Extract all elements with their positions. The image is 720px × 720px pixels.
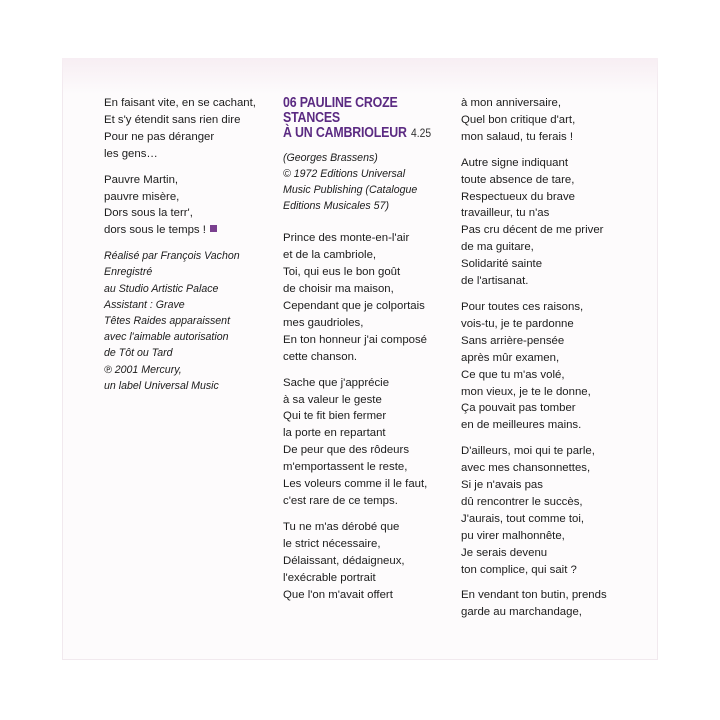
lyrics-stanza <box>283 519 455 604</box>
recording-credits <box>104 248 256 394</box>
lyric-line: Respectueux du brave <box>461 190 575 203</box>
lyric-line: l'exécrable portrait <box>283 571 376 584</box>
credit-line: Enregistré <box>104 266 153 279</box>
credit-line: Assistant : Grave <box>104 298 185 311</box>
lyric-line: mon vieux, je te le donne, <box>461 385 591 398</box>
lyric-line: Délaissant, dédaigneux, <box>283 554 405 567</box>
lyric-line: pu virer malhonnête, <box>461 529 565 542</box>
lyric-line: dû rencontrer le succès, <box>461 495 583 508</box>
credit-line: un label Universal Music <box>104 379 219 392</box>
track-header <box>283 96 431 140</box>
lyric-line: En faisant vite, en se cachant, <box>104 97 256 109</box>
lyrics-stanza <box>461 299 607 434</box>
lyric-line: à mon anniversaire, <box>461 97 562 109</box>
lyric-line: En vendant ton butin, prends <box>461 589 607 602</box>
lyrics-stanza <box>461 587 607 621</box>
lyric-line: pauvre misère, <box>104 190 180 203</box>
end-square-icon <box>210 225 217 232</box>
lyric-line: Toi, qui eus le bon goût <box>283 266 401 279</box>
right-column <box>461 95 607 630</box>
lyric-line: Sache que j'apprécie <box>283 376 390 389</box>
lyric-line: Pauvre Martin, <box>104 173 179 186</box>
lyric-line: vois-tu, je te pardonne <box>461 317 574 330</box>
lyric-line: J'aurais, tout comme toi, <box>461 512 585 525</box>
lyric-line: Pas cru décent de me priver <box>461 224 604 237</box>
rights-line: Editions Musicales 57) <box>283 200 389 213</box>
lyric-line: garde au marchandage, <box>461 606 582 619</box>
lyric-line: c'est rare de ce temps. <box>283 494 398 507</box>
credit-line: avec l'aimable autorisation <box>104 331 229 344</box>
lyric-line: Quel bon critique d'art, <box>461 113 576 126</box>
lyric-line: Je serais devenu <box>461 546 548 559</box>
lyric-line: de choisir ma maison, <box>283 283 394 296</box>
lyric-line: Dors sous la terr', <box>104 207 193 220</box>
lyric-line: Cependant que je colportais <box>283 300 425 313</box>
lyric-line: Tu ne m'as dérobé que <box>283 520 400 533</box>
lyrics-stanza <box>283 375 455 510</box>
lyric-line: Sans arrière-pensée <box>461 334 565 347</box>
lyric-line: avec mes chansonnettes, <box>461 462 591 475</box>
lyric-line: En ton honneur j'ai composé <box>283 333 428 346</box>
lyric-line: cette chanson. <box>283 350 358 363</box>
lyric-line: Les voleurs comme il le faut, <box>283 478 428 491</box>
rights-line: (Georges Brassens) <box>283 152 378 165</box>
lyric-line: et de la cambriole, <box>283 249 377 262</box>
lyric-line: de l'artisanat. <box>461 275 529 288</box>
lyric-line: les gens… <box>104 147 158 160</box>
lyrics-stanza <box>104 95 256 163</box>
rights-line: Music Publishing (Catalogue <box>283 184 418 197</box>
lyrics-stanza <box>104 172 256 240</box>
lyrics-stanza <box>461 95 607 146</box>
lyric-line: D'ailleurs, moi qui te parle, <box>461 445 595 458</box>
lyric-line: ton complice, qui sait ? <box>461 563 577 576</box>
lyric-line: de ma guitare, <box>461 241 534 254</box>
credit-line: ℗ 2001 Mercury, <box>104 363 182 376</box>
lyric-line: mes gaudrioles, <box>283 316 364 329</box>
credit-line: au Studio Artistic Palace <box>104 282 219 295</box>
rights-line: © 1972 Editions Universal <box>283 168 406 181</box>
lyric-line: Et s'y étendit sans rien dire <box>104 113 241 126</box>
lyric-line: la porte en repartant <box>283 427 386 440</box>
middle-column <box>283 96 455 612</box>
lyric-line: Pour ne pas déranger <box>104 130 215 143</box>
track-title-line-with-duration <box>283 126 431 141</box>
lyric-line: mon salaud, tu ferais ! <box>461 130 574 143</box>
lyric-line: m'emportassent le reste, <box>283 461 408 474</box>
lyric-line: Que l'on m'avait offert <box>283 588 393 601</box>
track-title-line: STANCES <box>283 109 341 126</box>
lyrics-stanza <box>461 155 607 290</box>
lyric-line: toute absence de tare, <box>461 173 575 186</box>
credit-line: de Tôt ou Tard <box>104 347 173 360</box>
rights-credits <box>283 150 455 214</box>
lyrics-stanza <box>461 443 607 578</box>
lyric-line: le strict nécessaire, <box>283 537 381 550</box>
track-title-line: À UN CAMBRIOLEUR <box>283 124 407 141</box>
lyric-line-last <box>104 222 256 239</box>
lyric-line: Prince des monte-en-l'air <box>283 232 410 245</box>
lyric-line: Si je n'avais pas <box>461 479 543 492</box>
left-column <box>104 95 256 394</box>
lyric-line: Ce que tu m'as volé, <box>461 368 565 381</box>
lyric-line: Solidarité sainte <box>461 258 543 271</box>
lyric-line: après mûr examen, <box>461 351 560 364</box>
lyric-line: à sa valeur le geste <box>283 393 382 406</box>
lyric-line: Autre signe indiquant <box>461 156 569 169</box>
track-duration: 4.25 <box>411 125 432 140</box>
lyrics-stanza <box>283 230 455 365</box>
credit-line: Têtes Raides apparaissent <box>104 315 231 328</box>
page-top-tint <box>62 58 658 94</box>
lyric-line: De peur que des rôdeurs <box>283 444 410 457</box>
lyric-line: Ça pouvait pas tomber <box>461 402 576 415</box>
lyric-line: Qui te fit bien fermer <box>283 410 387 423</box>
lyric-line: en de meilleures mains. <box>461 419 582 432</box>
credit-line: Réalisé par François Vachon <box>104 250 240 263</box>
track-title-line: 06 PAULINE CROZE <box>283 95 398 111</box>
lyric-line: Pour toutes ces raisons, <box>461 300 584 313</box>
lyric-line: travailleur, tu n'as <box>461 207 550 220</box>
lyric-line-text: dors sous le temps ! <box>104 224 206 237</box>
